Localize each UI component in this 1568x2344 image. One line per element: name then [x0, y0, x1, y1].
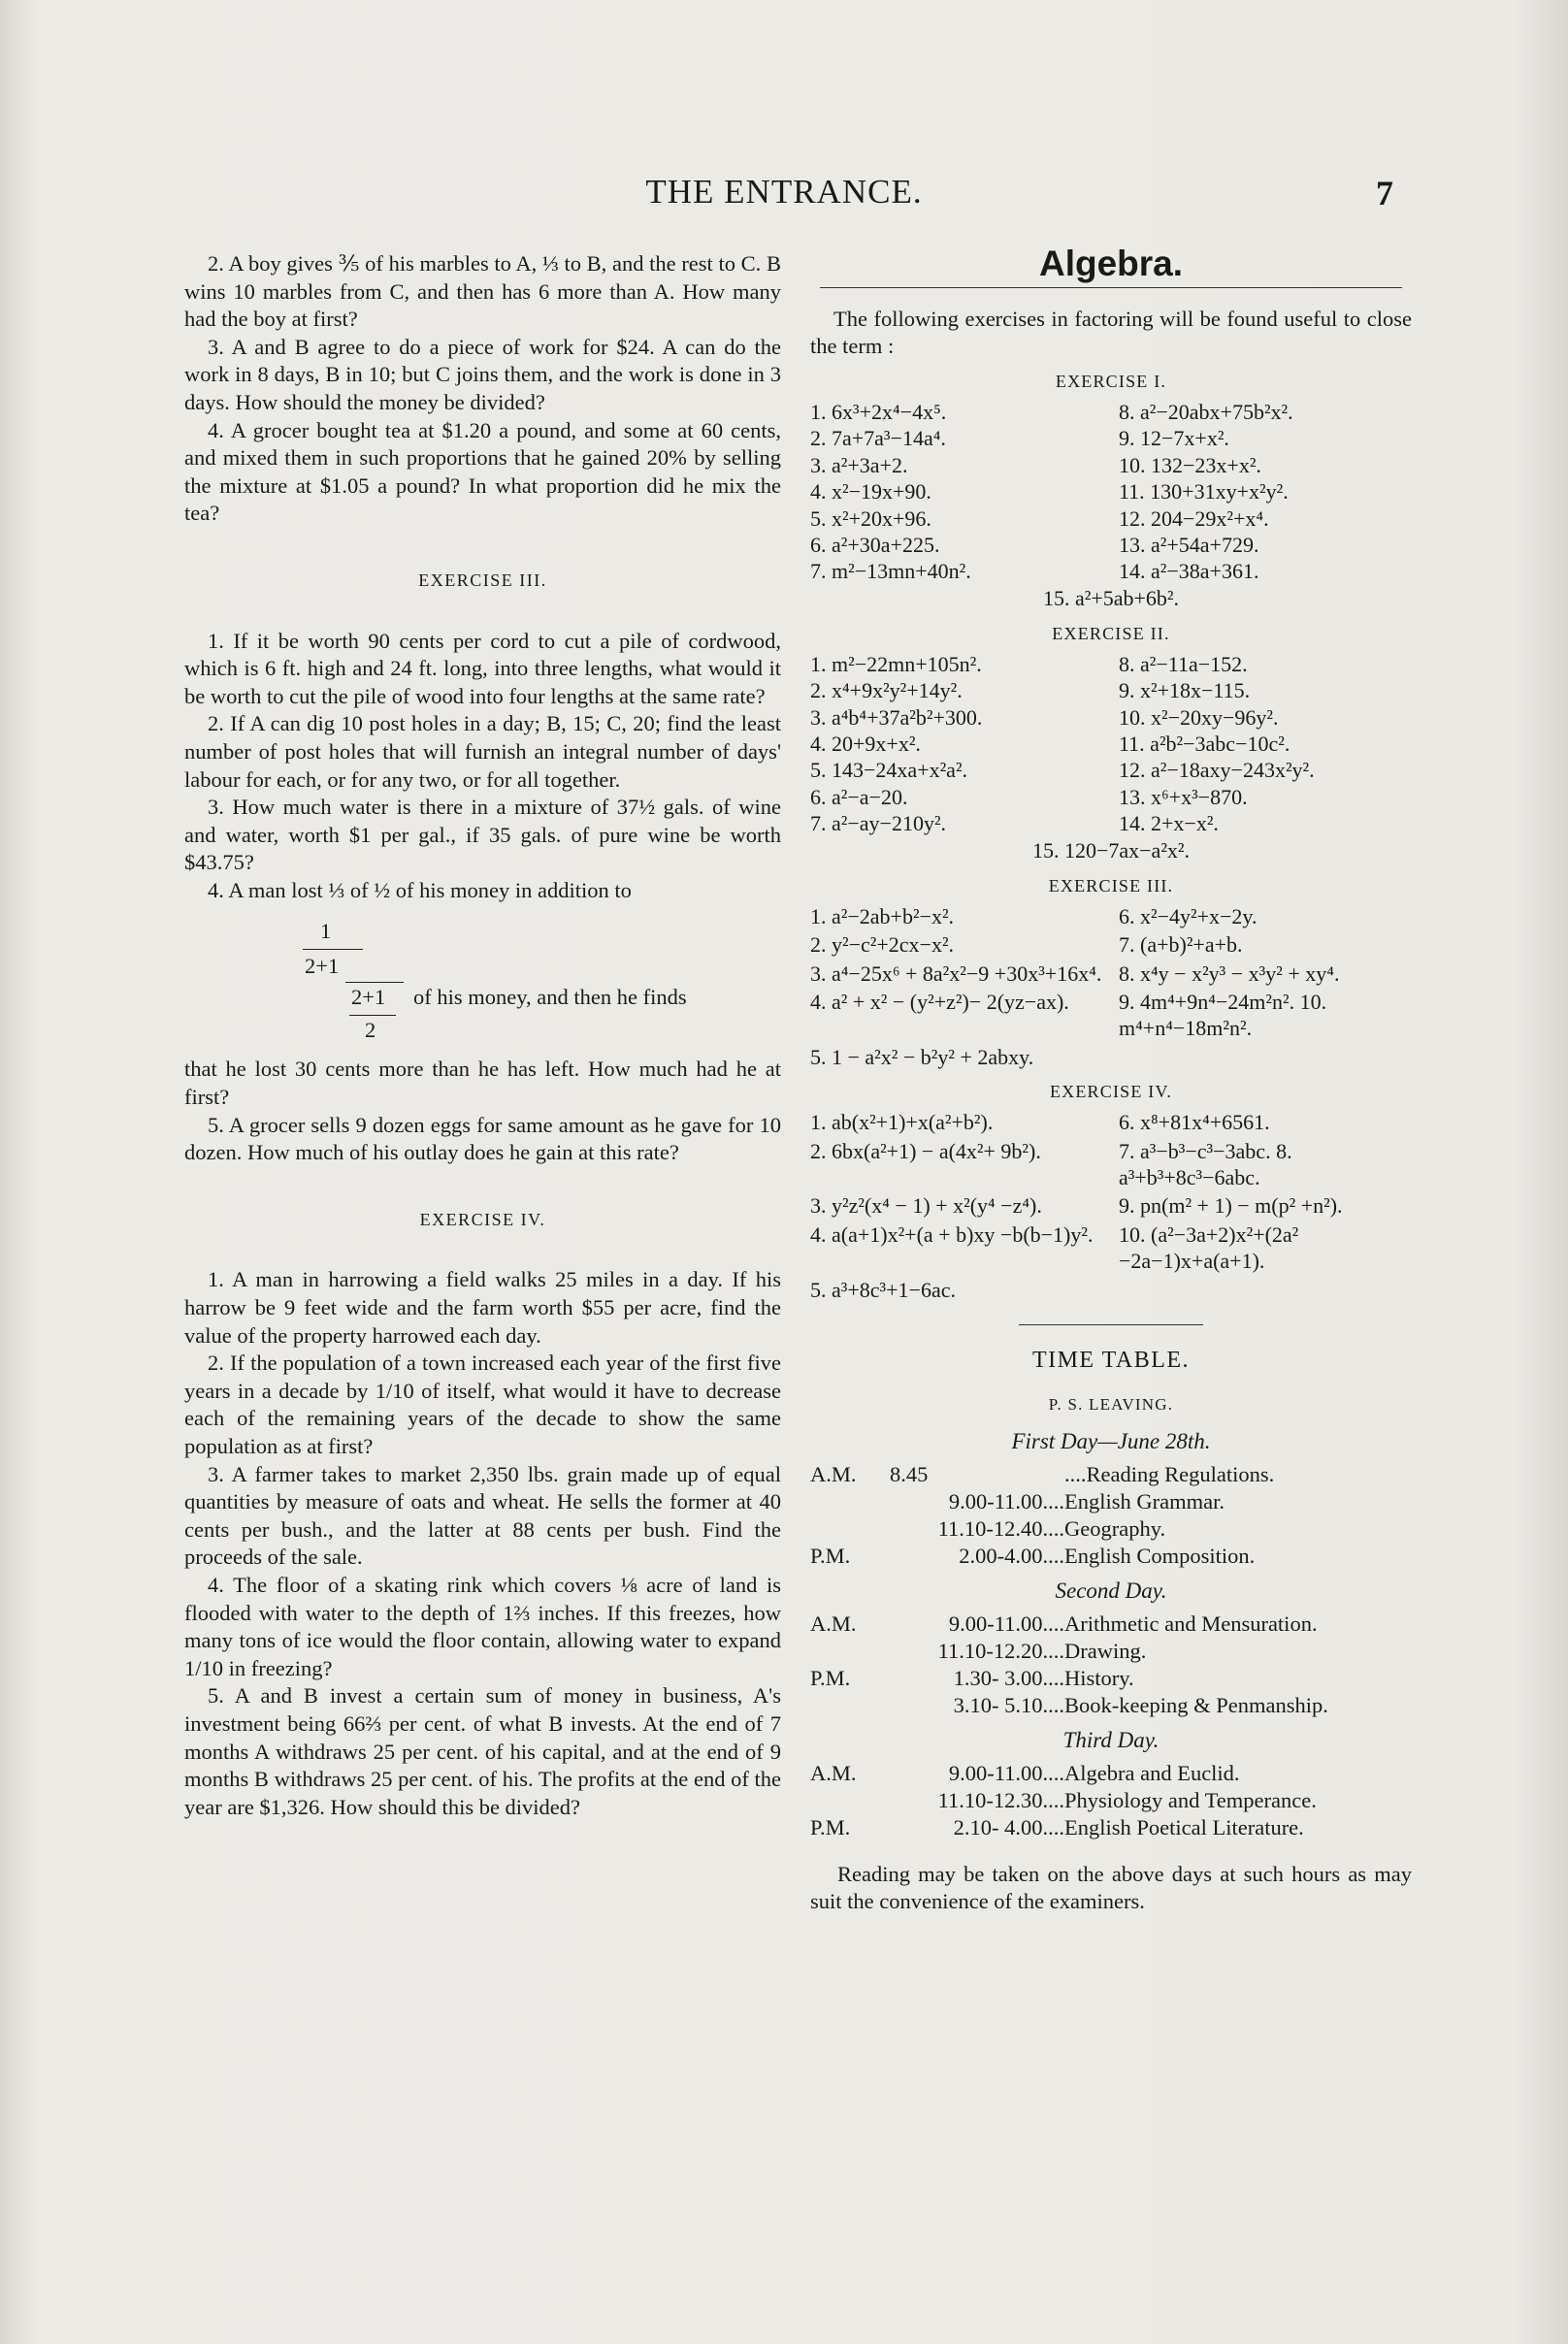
- expression: 4. x²−19x+90.: [810, 479, 931, 505]
- expression: 10. (a²−3a+2)x²+(2a² −2a−1)x+a(a+1).: [1119, 1221, 1299, 1274]
- expression: 4. a(a+1)x²+(a + b)xy −b(b−1)y².: [810, 1221, 1094, 1247]
- expression: 14. a²−38a+361.: [1119, 559, 1259, 584]
- expression: 2. 7a+7a³−14a⁴.: [810, 426, 946, 451]
- subject: Algebra and Euclid.: [1064, 1760, 1240, 1785]
- expression: 6. x²−4y²+x−2y.: [1119, 903, 1258, 928]
- expression: 6. a²−a−20.: [810, 784, 908, 809]
- problem: 4. The floor of a skating rink which covers ⅛ acre of land is flooded with water to the depth of 1⅔ inches. If this freezes, how many tons of ice would the floor contain, allowing water to expand 1/10 in freezing?: [184, 1572, 781, 1680]
- continued-fraction: [184, 914, 781, 1050]
- timetable-row: [810, 1760, 1412, 1787]
- expression: 1. m²−22mn+105n².: [810, 651, 982, 676]
- time: 9.00-11.00....: [948, 1488, 1064, 1514]
- problem: 2. A boy gives ⅗ of his marbles to A, ⅓ to B, and the rest to C. B wins 10 marbles from C, and then has 6 more than A. How many had the boy at first?: [184, 251, 781, 332]
- subject: ....Reading Regulations.: [1064, 1461, 1275, 1486]
- expression: 2. 6bx(a²+1) − a(4x²+ 9b²).: [810, 1138, 1041, 1163]
- expression: 1. a²−2ab+b²−x².: [810, 903, 955, 928]
- expression: 8. x⁴y − x²y³ − x³y² + xy⁴.: [1119, 960, 1340, 986]
- period: A.M.: [810, 1611, 857, 1636]
- fraction-bar: [303, 949, 363, 950]
- period: P.M.: [810, 1814, 851, 1839]
- problem: 3. A and B agree to do a piece of work for $24. A can do the work in 8 days, B in 10; but C joins them, and the work is done in 3 days. How should the money be divided?: [184, 334, 781, 414]
- problem: 3. How much water is there in a mixture of 37½ gals. of wine and water, worth $1 per gal., if 35 gals. of pure wine be worth $43.75?: [184, 795, 781, 875]
- timetable-row: [810, 1488, 1412, 1515]
- section-title: Algebra.: [1038, 244, 1184, 283]
- period: [810, 1692, 890, 1719]
- fraction-denominator: 2+1: [305, 954, 340, 979]
- expression: 11. 130+31xy+x²y².: [1119, 479, 1289, 505]
- expression: 4. 20+9x+x².: [810, 732, 921, 757]
- expression: 7. m²−13mn+40n².: [810, 559, 971, 584]
- expression: 5. a³+8c³+1−6ac.: [810, 1277, 956, 1302]
- timetable-row: [810, 1665, 1412, 1692]
- subject: English Poetical Literature.: [1064, 1814, 1304, 1839]
- timetable-row: [810, 1692, 1412, 1719]
- time: 2.00-4.00....: [959, 1543, 1064, 1568]
- exercise-heading: EXERCISE IV.: [1049, 1082, 1173, 1102]
- timetable-row: [810, 1461, 1412, 1488]
- problem: 5. A grocer sells 9 dozen eggs for same amount as he gave for 10 dozen. How much of his outlay does he gain at this rate?: [184, 1112, 781, 1165]
- timetable-row: [810, 1787, 1412, 1814]
- expression: 8. a²−11a−152.: [1119, 651, 1248, 676]
- problem: 2. If A can dig 10 post holes in a day; B, 15; C, 20; find the least number of post holes that will furnish an integral number of days' labour for each, or for any two, or for all together.: [184, 711, 781, 792]
- expression: 15. a²+5ab+6b².: [1042, 585, 1180, 610]
- problem: 4. A man lost ⅓ of ½ of his money in addition to: [208, 877, 632, 902]
- time: 11.10-12.30....: [937, 1787, 1064, 1812]
- closing-note: Reading may be taken on the above days at such hours as may suit the convenience of the examiners.: [810, 1861, 1412, 1913]
- period: [810, 1488, 890, 1515]
- fraction-bar: [349, 1015, 396, 1016]
- timetable-day: [810, 1727, 1412, 1841]
- time: 11.10-12.40....: [937, 1515, 1064, 1541]
- timetable-row: [810, 1515, 1412, 1543]
- expression: 7. a³−b³−c³−3abc. 8. a³+b³+8c³−6abc.: [1119, 1138, 1292, 1189]
- left-column: [184, 250, 781, 1821]
- subject: English Grammar.: [1064, 1488, 1225, 1514]
- exercise-2-list: [810, 651, 1412, 837]
- expression: 10. x²−20xy−96y².: [1119, 704, 1279, 730]
- expression: 10. 132−23x+x².: [1119, 452, 1261, 477]
- expression: 8. a²−20abx+75b²x².: [1119, 400, 1293, 424]
- problem: 5. A and B invest a certain sum of money in business, A's investment being 66⅔ per cent. of what B invests. At the end of 7 months A withdraws 25 per cent. of his capital, and at the end of 9 months B withdraws 25 per cent. of his. The profits at the end of the year are $1,326. How should this be divided?: [184, 1683, 781, 1819]
- expression: 12. a²−18axy−243x²y².: [1119, 758, 1315, 783]
- subject: Drawing.: [1064, 1638, 1147, 1663]
- day-heading: Third Day.: [1062, 1727, 1160, 1752]
- expression: 13. x⁶+x³−870.: [1119, 784, 1248, 809]
- expression: 6. a²+30a+225.: [810, 533, 940, 558]
- running-title: THE ENTRANCE.: [645, 173, 923, 211]
- period: [810, 1787, 890, 1814]
- divider: [820, 287, 1402, 288]
- exercise-heading: EXERCISE III.: [418, 570, 547, 590]
- subject: History.: [1064, 1665, 1134, 1690]
- expression: 5. 143−24xa+x²a².: [810, 758, 968, 783]
- subject: Physiology and Temperance.: [1064, 1787, 1317, 1812]
- subject: Arithmetic and Mensuration.: [1064, 1611, 1318, 1636]
- timetable-day: [810, 1578, 1412, 1719]
- day-heading: First Day—June 28th.: [1011, 1428, 1211, 1453]
- problem: 3. A farmer takes to market 2,350 lbs. grain made up of equal quantities by measure of oats and wheat. He sells the former at 40 cents per bush., and the latter at 88 cents per bush. Find the proceeds of the sale.: [184, 1461, 781, 1570]
- expression: 3. a⁴−25x⁶ + 8a²x²−9 +30x³+16x⁴.: [810, 960, 1102, 986]
- timetable-day: [810, 1428, 1412, 1570]
- right-column: [810, 244, 1412, 1915]
- expression: 3. y²z²(x⁴ − 1) + x²(y⁴ −z⁴).: [810, 1193, 1042, 1219]
- problem: 1. A man in harrowing a field walks 25 miles in a day. If his harrow be 9 feet wide and the farm worth $55 per acre, find the value of the property harrowed each day.: [184, 1267, 781, 1348]
- expression: 7. a²−ay−210y².: [810, 811, 947, 836]
- exercise-1-list: [810, 399, 1412, 585]
- expression: 2. y²−c²+2cx−x².: [810, 932, 955, 958]
- fraction-denominator: 2+1: [351, 985, 386, 1010]
- problem: 2. If the population of a town increased each year of the first five years in a decade by 1/10 of itself, what would it have to decrease each of the remaining years of the decade to show the same population as at first?: [184, 1351, 781, 1458]
- expression: 6. x⁸+81x⁴+6561.: [1119, 1110, 1270, 1135]
- expression: 3. a⁴b⁴+37a²b²+300.: [810, 704, 983, 730]
- problem: 1. If it be worth 90 cents per cord to cut a pile of cordwood, which is 6 ft. high and 24 ft. long, into three lengths, what would it be worth to cut the pile of wood into four lengths at the same rate?: [184, 628, 781, 708]
- problem: 4. A grocer bought tea at $1.20 a pound, and some at 60 cents, and mixed them in such proportions that he gained 20% by selling the mixture at $1.05 a pound? In what proportion did he mix the tea?: [184, 417, 781, 526]
- day-heading: Second Day.: [1055, 1578, 1167, 1603]
- timetable-subtitle: P. S. LEAVING.: [1048, 1394, 1174, 1414]
- exercise-heading: EXERCISE IV.: [419, 1209, 546, 1229]
- timetable-row: [810, 1814, 1412, 1841]
- expression: 14. 2+x−x².: [1119, 811, 1219, 836]
- expression: 9. 12−7x+x².: [1119, 426, 1229, 451]
- period: [810, 1515, 890, 1543]
- expression: [1119, 1277, 1410, 1303]
- time: 3.10- 5.10....: [953, 1692, 1064, 1717]
- expression: 9. pn(m² + 1) − m(p² +n²).: [1119, 1193, 1343, 1219]
- expression: 12. 204−29x²+x⁴.: [1119, 505, 1269, 531]
- problem-continued: that he lost 30 cents more than he has left. How much had he at first?: [184, 1057, 781, 1110]
- time: 11.10-12.20....: [937, 1638, 1064, 1663]
- timetable-title: TIME TABLE.: [1031, 1347, 1191, 1373]
- exercise-heading: EXERCISE III.: [1048, 875, 1174, 895]
- fraction-numerator: 1: [320, 919, 332, 944]
- time: 1.30- 3.00....: [953, 1665, 1064, 1690]
- exercise-heading: EXERCISE I.: [1055, 372, 1167, 391]
- expression: 9. 4m⁴+9n⁴−24m²n². 10. m⁴+n⁴−18m²n².: [1119, 989, 1327, 1041]
- period: A.M.: [810, 1760, 857, 1785]
- page-header: [0, 173, 1568, 221]
- expression: 5. 1 − a²x² − b²y² + 2abxy.: [810, 1044, 1034, 1069]
- expression: 4. a² + x² − (y²+z²)− 2(yz−ax).: [810, 989, 1069, 1014]
- subject: Geography.: [1064, 1515, 1166, 1541]
- expression: 11. a²b²−3abc−10c².: [1119, 732, 1290, 757]
- timetable-row: [810, 1638, 1412, 1665]
- expression: 3. a²+3a+2.: [810, 452, 908, 477]
- time: 2.10- 4.00....: [953, 1814, 1064, 1839]
- exercise-4-list: [810, 1109, 1412, 1303]
- expression: 2. x⁴+9x²y²+14y².: [810, 678, 963, 703]
- exercise-heading: EXERCISE II.: [1052, 623, 1170, 643]
- period: P.M.: [810, 1665, 851, 1690]
- fraction-tail: of his money, and then he finds: [413, 985, 687, 1010]
- period: A.M.: [810, 1461, 857, 1486]
- expression: [1119, 1044, 1410, 1070]
- section-intro: The following exercises in factoring will be found useful to close the term :: [810, 307, 1412, 358]
- subject: English Composition.: [1064, 1543, 1256, 1568]
- exercise-3-list: [810, 903, 1412, 1070]
- period: P.M.: [810, 1543, 851, 1568]
- expression: 5. x²+20x+96.: [810, 505, 931, 531]
- timetable-row: [810, 1543, 1412, 1570]
- time: 9.00-11.00....: [948, 1611, 1064, 1636]
- fraction-denominator: 2: [365, 1018, 376, 1043]
- expression: 7. (a+b)²+a+b.: [1119, 932, 1243, 958]
- time: 9.00-11.00....: [948, 1760, 1064, 1785]
- period: [810, 1638, 890, 1665]
- expression: 1. 6x³+2x⁴−4x⁵.: [810, 400, 947, 424]
- expression: 9. x²+18x−115.: [1119, 678, 1251, 703]
- expression: 1. ab(x²+1)+x(a²+b²).: [810, 1110, 994, 1135]
- fraction-bar: [345, 982, 404, 983]
- expression: 13. a²+54a+729.: [1119, 533, 1259, 558]
- time: 8.45: [890, 1461, 929, 1486]
- expression: 15. 120−7ax−a²x².: [1031, 837, 1191, 863]
- divider: [1019, 1324, 1203, 1325]
- page-number: 7: [1376, 174, 1393, 212]
- subject: Book-keeping & Penmanship.: [1064, 1692, 1328, 1717]
- timetable-row: [810, 1611, 1412, 1638]
